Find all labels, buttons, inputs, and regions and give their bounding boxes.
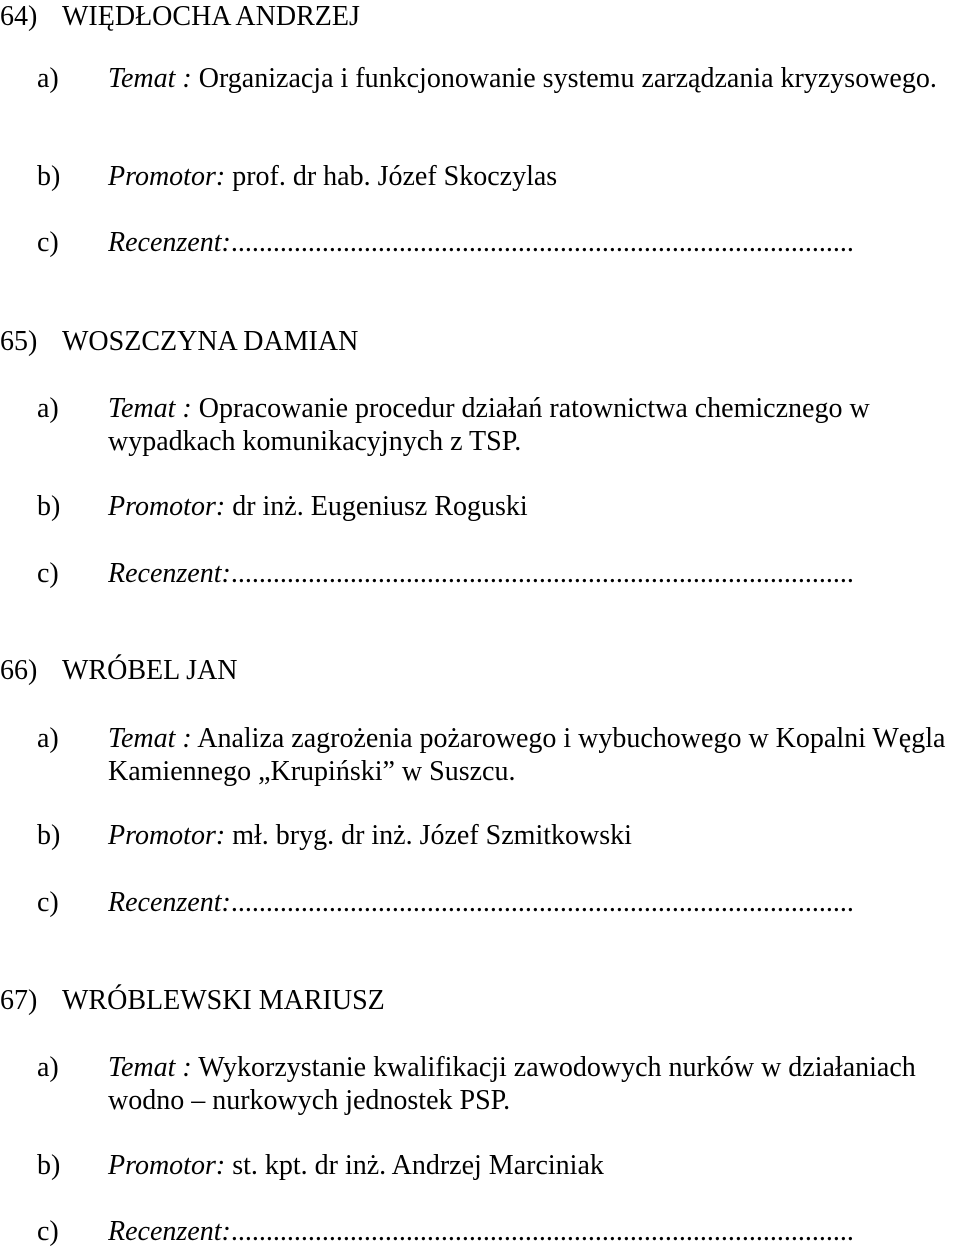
entry-number: 66) bbox=[0, 655, 38, 686]
entry-heading bbox=[0, 984, 385, 1018]
temat-label: Temat : bbox=[108, 1052, 192, 1083]
promotor-text: st. kpt. dr inż. Andrzej Marciniak bbox=[232, 1150, 604, 1181]
entry-heading bbox=[0, 325, 358, 359]
item-letter: b) bbox=[37, 820, 61, 851]
recenzent-dots: ......................................................................................... bbox=[230, 1216, 854, 1247]
promotor-label: Promotor: bbox=[108, 1150, 226, 1181]
recenzent-dots: ......................................................................................... bbox=[230, 558, 854, 589]
recenzent-label: Recenzent: bbox=[108, 558, 231, 589]
item-letter: c) bbox=[37, 227, 59, 258]
recenzent-dots: ......................................................................................... bbox=[230, 227, 854, 258]
entry-number: 67) bbox=[0, 985, 38, 1016]
recenzent-label: Recenzent: bbox=[108, 1216, 231, 1247]
temat-text: Organizacja i funkcjonowanie systemu zarządzania kryzysowego. bbox=[198, 63, 937, 94]
promotor-text: mł. bryg. dr inż. Józef Szmitkowski bbox=[232, 820, 632, 851]
item-letter: c) bbox=[37, 558, 59, 589]
item-letter: b) bbox=[37, 1150, 61, 1181]
item-letter: c) bbox=[37, 1216, 59, 1247]
item-letter: b) bbox=[37, 491, 61, 522]
item-letter: c) bbox=[37, 887, 59, 918]
item-letter: b) bbox=[37, 161, 61, 192]
recenzent-dots: ......................................................................................... bbox=[230, 887, 854, 918]
temat-text: Wykorzystanie kwalifikacji zawodowych nurków w działaniach wodno – nurkowych jednostek PSP. bbox=[108, 1052, 916, 1116]
student-name: WRÓBLEWSKI MARIUSZ bbox=[62, 985, 385, 1016]
entry-number: 64) bbox=[0, 1, 38, 32]
student-name: WRÓBEL JAN bbox=[62, 655, 238, 686]
item-letter: a) bbox=[37, 1052, 59, 1083]
promotor-label: Promotor: bbox=[108, 820, 226, 851]
item-letter: a) bbox=[37, 723, 59, 754]
student-name: WOSZCZYNA DAMIAN bbox=[62, 326, 359, 357]
promotor-text: prof. dr hab. Józef Skoczylas bbox=[232, 161, 558, 192]
student-name: WIĘDŁOCHA ANDRZEJ bbox=[62, 1, 360, 32]
recenzent-label: Recenzent: bbox=[108, 887, 231, 918]
promotor-label: Promotor: bbox=[108, 161, 226, 192]
temat-label: Temat : bbox=[108, 723, 192, 754]
entry-heading bbox=[0, 654, 238, 688]
promotor-label: Promotor: bbox=[108, 491, 226, 522]
recenzent-label: Recenzent: bbox=[108, 227, 231, 258]
temat-text: Opracowanie procedur działań ratownictwa chemicznego w wypadkach komunikacyjnych z TSP. bbox=[108, 393, 870, 457]
entry-heading bbox=[0, 0, 360, 34]
temat-label: Temat : bbox=[108, 63, 192, 94]
temat-text: Analiza zagrożenia pożarowego i wybuchowego w Kopalni Węgla Kamiennego „Krupiński” w Suszcu. bbox=[108, 723, 946, 787]
item-letter: a) bbox=[37, 393, 59, 424]
promotor-text: dr inż. Eugeniusz Roguski bbox=[232, 491, 528, 522]
temat-label: Temat : bbox=[108, 393, 192, 424]
entry-number: 65) bbox=[0, 326, 38, 357]
item-letter: a) bbox=[37, 63, 59, 94]
